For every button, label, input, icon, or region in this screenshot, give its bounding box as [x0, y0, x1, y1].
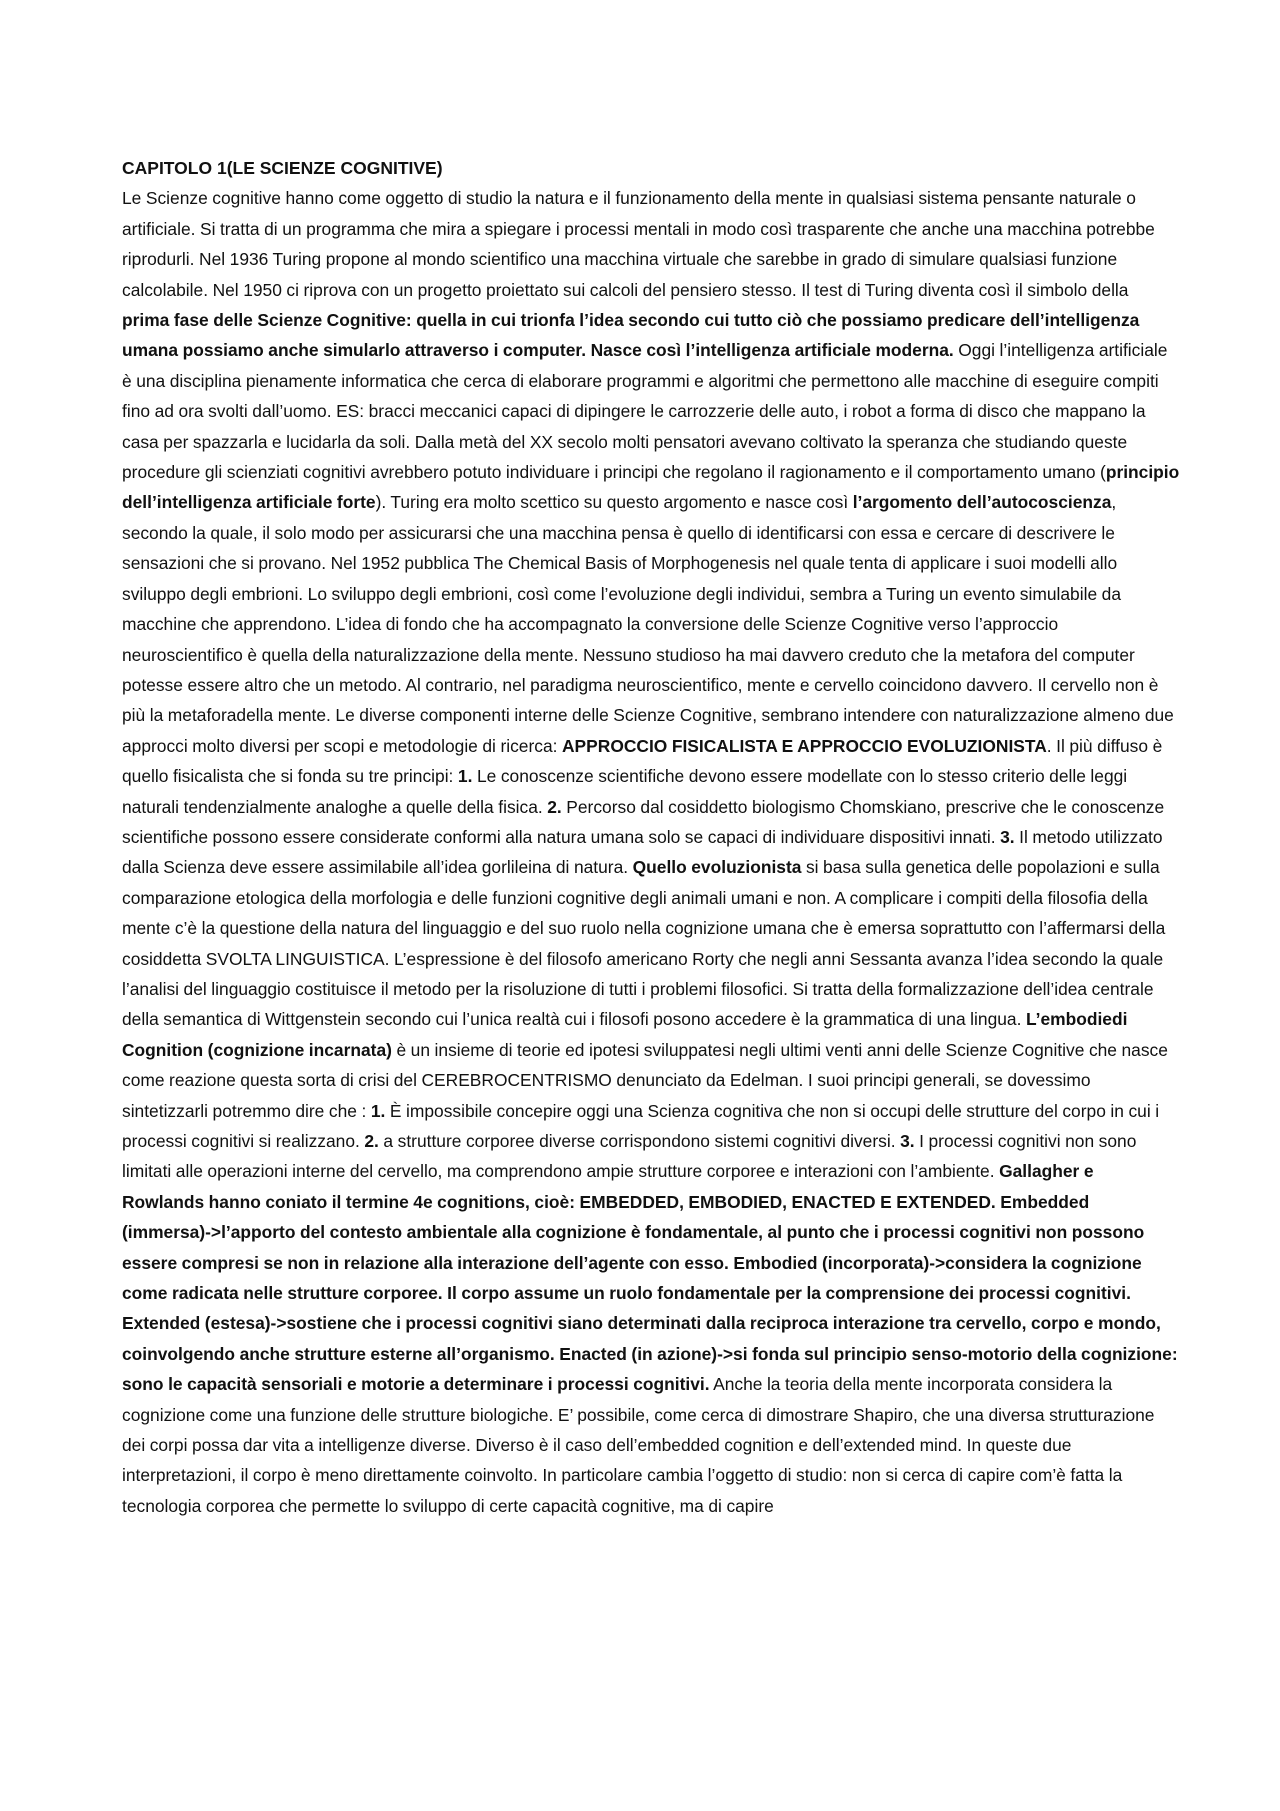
body-paragraph	[122, 183, 1180, 1521]
bold-text-segment: L’embodiedi Cognition (cognizione incarnata)	[122, 1009, 1128, 1060]
bold-text-segment: l’argomento dell’autocoscienza	[852, 492, 1112, 513]
text-segment: è un insieme di teorie ed ipotesi sviluppatesi negli ultimi venti anni delle Scienze Cognitive che nasce come reazione questa sorta di crisi del CEREBROCENTRISMO denunciato da Edelman. I suoi principi generali, se dovessimo sintetizzarli potremmo dire che :	[122, 1039, 1168, 1121]
bold-text-segment: Gallagher e Rowlands hanno coniato il termine 4e cognitions, cioè: EMBEDDED, EMBODIED, ENACTED E EXTENDED. Embedded (immersa)->l’apporto del contesto ambientale alla cognizione è fondamentale, al punto che i processi cognitivi non possono essere compresi se non in relazione alla interazione dell’agente con esso. Embodied (incorporata)->considera la cognizione come radicata nelle strutture corporee. Il corpo assume un ruolo fondamentale per la comprensione dei processi cognitivi. Extended (estesa)->sostiene che i processi cognitivi siano determinati dalla reciproca interazione tra cervello, corpo e mondo, coinvolgendo anche strutture esterne all’organismo. Enacted (in azione)->si fonda sul principio senso-motorio della cognizione: sono le capacità sensoriali e motorie a determinare i processi cognitivi.	[122, 1161, 1178, 1395]
text-segment: I processi cognitivi non sono limitati alle operazioni interne del cervello, ma comprendono ampie strutture corporee e interazioni con l’ambiente.	[122, 1131, 1137, 1182]
bold-text-segment: 1.	[457, 766, 473, 787]
text-segment: . Il più diffuso è quello fisicalista che si fonda su tre principi:	[122, 735, 1163, 787]
bold-text-segment: 2.	[547, 796, 562, 817]
text-segment: Le Scienze cognitive hanno come oggetto di studio la natura e il funzionamento della mente in qualsiasi sistema pensante naturale o artificiale. Si tratta di un programma che mira a spiegare i processi mentali in modo così trasparente che anche una macchina potrebbe riprodurli. Nel 1936 Turing propone al mondo scientifico una macchina virtuale che sarebbe in grado di simulare qualsiasi funzione calcolabile. Nel 1950 ci riprova con un progetto proiettato sui calcoli del pensiero stesso. Il test di Turing diventa così il simbolo della	[122, 188, 1155, 300]
text-segment: Percorso dal cosiddetto biologismo Chomskiano, prescrive che le conoscenze scientifiche possono essere considerate conformi alla natura umana solo se capaci di individuare dispositivi innati.	[122, 796, 1165, 847]
bold-text-segment: APPROCCIO FISICALISTA E APPROCCIO EVOLUZIONISTA	[562, 735, 1047, 756]
text-segment: Anche la teoria della mente incorporata considera la cognizione come una funzione delle strutture biologiche. E’ possibile, come cerca di dimostrare Shapiro, che una diversa strutturazione dei corpi possa dar vita a intelligenze diverse. Diverso è il caso dell’embedded cognition e dell’extended mind. In queste due interpretazioni, il corpo è meno direttamente coinvolto. In particolare cambia l’oggetto di studio: non si cerca di capire com’è fatta la tecnologia corporea che permette lo sviluppo di certe capacità cognitive, ma di capire	[122, 1374, 1155, 1516]
chapter-title: CAPITOLO 1(LE SCIENZE COGNITIVE)	[122, 158, 443, 178]
bold-text-segment: 3.	[900, 1131, 915, 1151]
bold-text-segment: prima fase delle Scienze Cognitive: quella in cui trionfa l’idea secondo cui tutto ciò che possiamo predicare dell’intelligenza umana possiamo anche simularlo attraverso i computer. Nasce così l’intelligenza artificiale moderna.	[122, 310, 1140, 361]
text-segment: Il metodo utilizzato dalla Scienza deve essere assimilabile all’idea gorlileina di natura.	[122, 826, 1163, 878]
text-segment: si basa sulla genetica delle popolazioni e sulla comparazione etologica della morfologia e delle funzioni cognitive degli animali umani e non. A complicare i compiti della filosofia della mente c’è la questione della natura del linguaggio e del suo ruolo nella cognizione umana che è emersa soprattutto con l’affermarsi della cosiddetta SVOLTA LINGUISTICA. L’espressione è del filosofo americano Rorty che negli anni Sessanta avanza l’idea secondo la quale l’analisi del linguaggio costituisce il metodo per la risoluzione di tutti i problemi filosofici. Si tratta della formalizzazione dell’idea centrale della semantica di Wittgenstein secondo cui l’unica realtà cui i filosofi posono accedere è la grammatica di una lingua.	[122, 857, 1166, 1030]
text-segment: È impossibile concepire oggi una Scienza cognitiva che non si occupi delle strutture del corpo in cui i processi cognitivi si realizzano.	[122, 1100, 1160, 1151]
text-segment: , secondo la quale, il solo modo per assicurarsi che una macchina pensa è quello di identificarsi con essa e cercare di descrivere le sensazioni che si provano. Nel 1952 pubblica The Chemical Basis of Morphogenesis nel quale tenta di applicare i suoi modelli allo sviluppo degli embrioni. Lo sviluppo degli embrioni, così come l’evoluzione degli individui, sembra a Turing un evento simulabile da macchine che apprendono. L’idea di fondo che ha accompagnato la conversione delle Scienze Cognitive verso l’approccio neuroscientifico è quella della naturalizzazione della mente. Nessuno studioso ha mai davvero creduto che la metafora del computer potesse essere altro che un metodo. Al contrario, nel paradigma neuroscientifico, mente e cervello coincidono davvero. Il cervello non è più la metaforadella mente. Le diverse componenti interne delle Scienze Cognitive, sembrano intendere con naturalizzazione almeno due approcci molto diversi per scopi e metodologie di ricerca:	[122, 492, 1174, 756]
text-segment: ). Turing era molto scettico su questo argomento e nasce così	[375, 492, 853, 513]
bold-text-segment: Quello evoluzionista	[632, 857, 802, 878]
bold-text-segment: 3.	[1000, 826, 1015, 847]
bold-text-segment: 1.	[370, 1100, 386, 1121]
text-segment: a strutture corporee diverse corrispondono sistemi cognitivi diversi.	[378, 1131, 901, 1151]
text-segment: Le conoscenze scientifiche devono essere modellate con lo stesso criterio delle leggi naturali tendenzialmente analoghe a quelle della fisica.	[122, 766, 1128, 817]
text-segment: Oggi l’intelligenza artificiale è una disciplina pienamente informatica che cerca di elaborare programmi e algoritmi che permettono alle macchine di eseguire compiti fino ad ora svolti dall’uomo. ES: bracci meccanici capaci di dipingere le carrozzerie delle auto, i robot a forma di disco che mappano la casa per spazzarla e lucidarla da soli. Dalla metà del XX secolo molti pensatori avevano coltivato la speranza che studiando queste procedure gli scienziati cognitivi avrebbero potuto individuare i principi che regolano il ragionamento e il comportamento umano (	[122, 340, 1168, 483]
bold-text-segment: principio dell’intelligenza artificiale forte	[122, 462, 1180, 513]
bold-text-segment: 2.	[364, 1131, 379, 1151]
